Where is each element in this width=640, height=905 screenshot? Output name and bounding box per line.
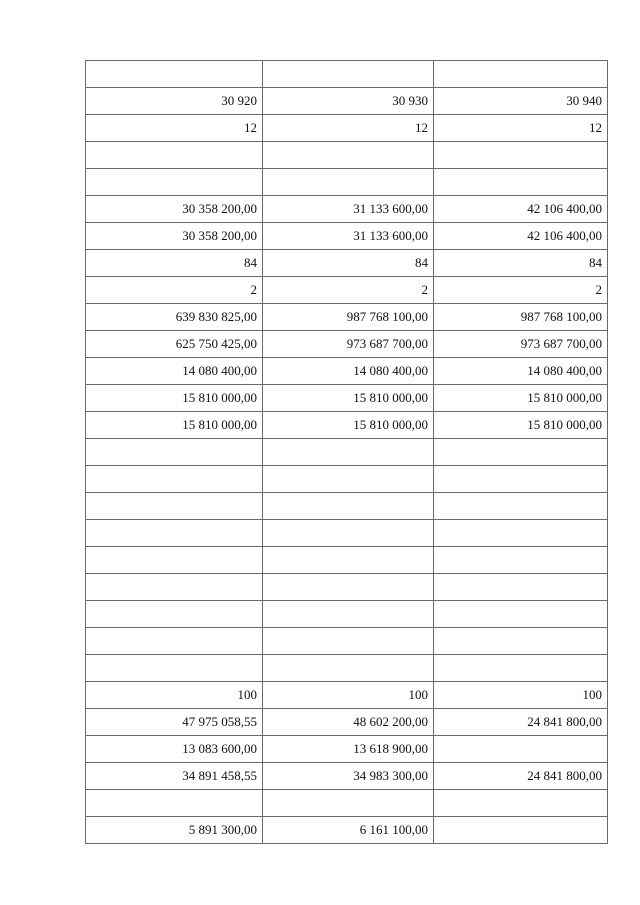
table-cell: 6 161 100,00 bbox=[263, 817, 434, 844]
table-row bbox=[86, 628, 608, 655]
table-cell bbox=[434, 601, 608, 628]
table-cell bbox=[86, 628, 263, 655]
table-cell bbox=[263, 466, 434, 493]
table-row bbox=[86, 88, 608, 115]
table-cell: 12 bbox=[434, 115, 608, 142]
table-cell: 14 080 400,00 bbox=[263, 358, 434, 385]
table-row bbox=[86, 547, 608, 574]
table-cell bbox=[86, 61, 263, 88]
table-row bbox=[86, 709, 608, 736]
table-cell: 100 bbox=[434, 682, 608, 709]
table-cell bbox=[86, 574, 263, 601]
table-row bbox=[86, 763, 608, 790]
table-row bbox=[86, 385, 608, 412]
table-cell bbox=[263, 574, 434, 601]
table-cell: 30 920 bbox=[86, 88, 263, 115]
table-cell: 15 810 000,00 bbox=[86, 412, 263, 439]
table-cell: 15 810 000,00 bbox=[434, 412, 608, 439]
table-cell: 31 133 600,00 bbox=[263, 223, 434, 250]
table-cell: 30 358 200,00 bbox=[86, 223, 263, 250]
table-cell: 5 891 300,00 bbox=[86, 817, 263, 844]
table-cell: 13 618 900,00 bbox=[263, 736, 434, 763]
table-row bbox=[86, 61, 608, 88]
table-cell bbox=[434, 817, 608, 844]
table-cell bbox=[434, 466, 608, 493]
table-cell: 34 891 458,55 bbox=[86, 763, 263, 790]
table-cell bbox=[434, 655, 608, 682]
table-cell: 47 975 058,55 bbox=[86, 709, 263, 736]
table-cell: 15 810 000,00 bbox=[434, 385, 608, 412]
table-cell bbox=[434, 169, 608, 196]
table-row bbox=[86, 358, 608, 385]
table-cell: 987 768 100,00 bbox=[263, 304, 434, 331]
table-cell bbox=[86, 520, 263, 547]
table-cell: 30 358 200,00 bbox=[86, 196, 263, 223]
table-cell: 2 bbox=[86, 277, 263, 304]
data-table bbox=[85, 60, 608, 844]
table-cell: 84 bbox=[86, 250, 263, 277]
table-cell: 30 940 bbox=[434, 88, 608, 115]
table-cell: 639 830 825,00 bbox=[86, 304, 263, 331]
table-row bbox=[86, 115, 608, 142]
table-row bbox=[86, 196, 608, 223]
table-row bbox=[86, 817, 608, 844]
table-cell bbox=[86, 601, 263, 628]
table-row bbox=[86, 655, 608, 682]
table-cell bbox=[434, 61, 608, 88]
table-cell: 14 080 400,00 bbox=[434, 358, 608, 385]
table-cell bbox=[86, 493, 263, 520]
table-row bbox=[86, 277, 608, 304]
table-cell bbox=[434, 736, 608, 763]
table-row bbox=[86, 601, 608, 628]
table-cell: 42 106 400,00 bbox=[434, 196, 608, 223]
table-cell bbox=[263, 601, 434, 628]
table-row bbox=[86, 736, 608, 763]
table-cell bbox=[263, 493, 434, 520]
table-row bbox=[86, 493, 608, 520]
table-cell: 12 bbox=[263, 115, 434, 142]
table-cell: 100 bbox=[86, 682, 263, 709]
table-cell bbox=[434, 142, 608, 169]
table-cell bbox=[263, 142, 434, 169]
table-cell: 24 841 800,00 bbox=[434, 763, 608, 790]
table-cell bbox=[86, 439, 263, 466]
table-cell: 84 bbox=[263, 250, 434, 277]
table-body bbox=[86, 61, 608, 844]
table-cell: 12 bbox=[86, 115, 263, 142]
table-cell bbox=[86, 466, 263, 493]
table-cell: 31 133 600,00 bbox=[263, 196, 434, 223]
table-cell: 15 810 000,00 bbox=[263, 412, 434, 439]
table-cell: 625 750 425,00 bbox=[86, 331, 263, 358]
table-cell bbox=[263, 628, 434, 655]
table-cell: 987 768 100,00 bbox=[434, 304, 608, 331]
table-cell: 2 bbox=[263, 277, 434, 304]
table-cell: 30 930 bbox=[263, 88, 434, 115]
table-row bbox=[86, 574, 608, 601]
table-cell bbox=[263, 169, 434, 196]
table-cell bbox=[86, 142, 263, 169]
table-cell: 100 bbox=[263, 682, 434, 709]
table-cell: 2 bbox=[434, 277, 608, 304]
table-cell: 15 810 000,00 bbox=[86, 385, 263, 412]
table-row bbox=[86, 682, 608, 709]
table-cell bbox=[263, 520, 434, 547]
table-row bbox=[86, 142, 608, 169]
table-cell bbox=[86, 790, 263, 817]
table-cell: 973 687 700,00 bbox=[263, 331, 434, 358]
table-cell bbox=[263, 439, 434, 466]
table-cell bbox=[434, 628, 608, 655]
table-cell: 34 983 300,00 bbox=[263, 763, 434, 790]
table-cell bbox=[86, 547, 263, 574]
table-row bbox=[86, 304, 608, 331]
table-row bbox=[86, 439, 608, 466]
table-cell bbox=[434, 493, 608, 520]
table-cell: 84 bbox=[434, 250, 608, 277]
table-row bbox=[86, 520, 608, 547]
table-cell: 42 106 400,00 bbox=[434, 223, 608, 250]
table-cell: 13 083 600,00 bbox=[86, 736, 263, 763]
table-row bbox=[86, 331, 608, 358]
table-cell bbox=[263, 790, 434, 817]
table-cell bbox=[263, 61, 434, 88]
table-row bbox=[86, 223, 608, 250]
table-row bbox=[86, 250, 608, 277]
table-cell bbox=[434, 790, 608, 817]
table-cell: 15 810 000,00 bbox=[263, 385, 434, 412]
table-cell: 14 080 400,00 bbox=[86, 358, 263, 385]
table-row bbox=[86, 466, 608, 493]
table-row bbox=[86, 412, 608, 439]
table-cell bbox=[434, 439, 608, 466]
table-cell bbox=[86, 655, 263, 682]
table-cell: 48 602 200,00 bbox=[263, 709, 434, 736]
table-cell: 973 687 700,00 bbox=[434, 331, 608, 358]
table-cell bbox=[86, 169, 263, 196]
table-cell: 24 841 800,00 bbox=[434, 709, 608, 736]
table-cell bbox=[434, 574, 608, 601]
table-cell bbox=[263, 655, 434, 682]
table-row bbox=[86, 790, 608, 817]
table-cell bbox=[434, 547, 608, 574]
table-cell bbox=[434, 520, 608, 547]
table-cell bbox=[263, 547, 434, 574]
table-row bbox=[86, 169, 608, 196]
